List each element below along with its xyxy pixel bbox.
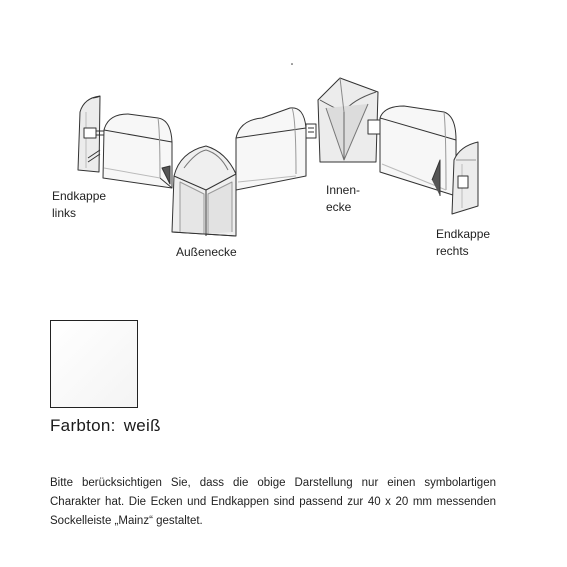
color-swatch [50,320,138,408]
color-value: weiß [123,416,161,435]
end-cap-left-drawing [78,96,104,172]
connector-left-drawing [103,114,172,188]
label-end-cap-right-line1: Endkappe [436,227,491,241]
label-end-cap-left [52,188,106,222]
label-inner-corner [326,182,360,216]
disclaimer-note: Bitte berücksichtigen Sie, dass die obige Darstellung nur einen symbolartigen Charakter hat. Die Ecken und Endkappen sind passend zur 40 x 20 mm messenden Sockelleiste „Mainz“ gestaltet. [50,477,496,527]
label-end-cap-right-line2: rechts [436,244,469,258]
outer-corner-drawing [172,146,244,236]
label-end-cap-left-line1: Endkappe [52,189,107,203]
connector-middle-drawing [236,108,316,190]
label-end-cap-left-line2: links [52,206,77,220]
label-outer-corner: Außenecke [176,245,237,259]
label-inner-corner-line1: Innen- [326,183,361,197]
connector-right-drawing [368,106,456,196]
color-label: Farbton: [50,416,116,435]
color-info [50,416,161,436]
label-end-cap-right [436,226,490,260]
label-inner-corner-line2: ecke [326,200,352,214]
